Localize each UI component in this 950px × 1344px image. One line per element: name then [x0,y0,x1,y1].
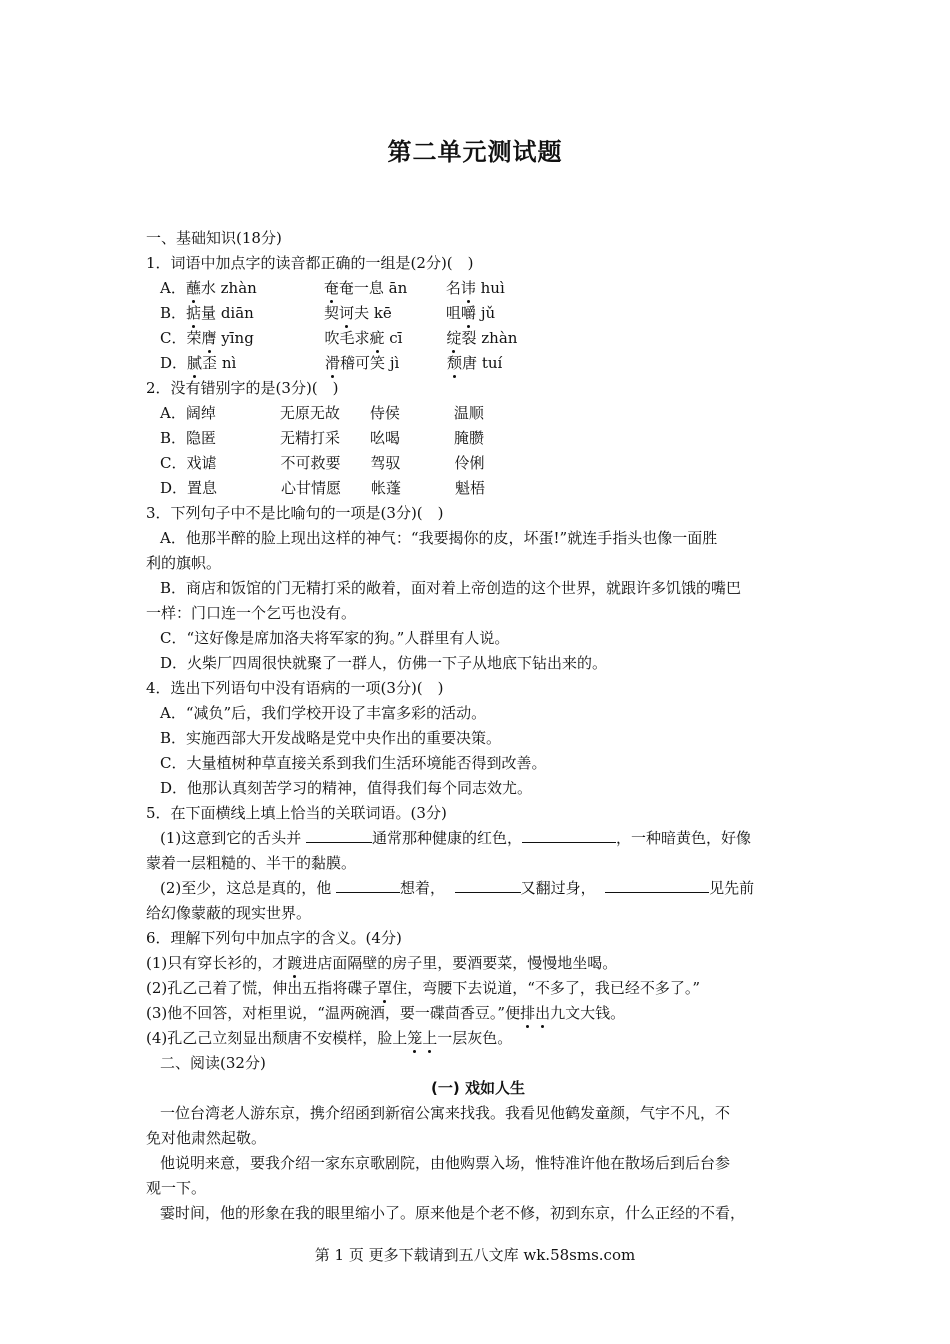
passage-paragraph-cont: 观一下。 [146,1179,207,1197]
dotted-char: 上 [422,1029,438,1047]
passage-paragraph: 霎时间，他的形象在我的眼里缩小了。原来他是个老不修，初到东京，什么正经的不看， [160,1204,746,1222]
question-4-option-d: D．他那认真刻苦学习的精神，值得我们每个同志效尤。 [160,779,533,797]
section-heading: 二、阅读(32分) [160,1054,266,1072]
question-5-sentence-2-cont: 给幻像蒙蔽的现实世界。 [146,904,312,922]
question-3-option-d: D．火柴厂四周很快就聚了一群人，仿佛一下子从地底下钻出来的。 [160,654,608,672]
dotted-char: 诃 [339,304,355,322]
question-5-sentence-2: (2)至少，这总是真的，他 想着， 又翻过身， 见先前 [146,876,810,901]
dotted-char: 颓 [447,354,463,372]
question-1-stem: 1．词语中加点字的读音都正确的一组是(2分)( ) [146,254,474,272]
dotted-char: 出 [535,1004,551,1022]
question-3-option-a-cont: 利的旗帜。 [146,554,222,572]
question-2-option: A．阔绰 无原无故 侍侯 温顺 [160,404,484,422]
question-1-option: A．蘸水 zhàn 奄奄一息 ān 名讳 huì [160,279,505,297]
question-2-stem: 2．没有错别字的是(3分)( ) [146,379,339,397]
question-5-sentence-1-cont: 蒙着一层粗糙的、半干的黏膜。 [146,854,357,872]
dotted-char: 蘸 [185,279,201,297]
section-heading: 一、基础知识(18分) [146,229,282,247]
question-5-sentence-1: (1)这意到它的舌头并 通常那种健康的红色， ，一种暗黄色，好像 [146,826,810,851]
question-2-option: C．戏谑 不可救要 驾驭 伶俐 [160,454,485,472]
page-title: 第二单元测试题 [387,138,563,166]
dotted-char: 滑 [325,354,341,372]
question-6-line-3: (3)他不回答，对柜里说，“温两碗酒，要一碟茴香豆。”便排出九文大钱。 [146,1004,626,1022]
question-4-option-c: C．大量植树种草直接关系到我们生活环境能否得到改善。 [160,754,547,772]
dotted-char: 绽 [446,329,462,347]
passage-paragraph: 一位台湾老人游东京，携介绍函到新宿公寓来找我。我看见他鹤发童颜，气宇不凡，不 [160,1104,731,1122]
passage-paragraph: 他说明来意，要我介绍一家东京歌剧院，由他购票入场，惟特准许他在散场后到后台参 [160,1154,731,1172]
question-6-stem: 6．理解下列句中加点字的含义。(4分) [146,929,402,947]
question-1-option: D．腻歪 nì 滑稽可笑 jì 颓唐 tuí [160,354,503,372]
dotted-char: 膺 [201,329,217,347]
question-2-option: D．置息 心甘情愿 帐蓬 魁梧 [160,479,486,497]
answer-blank[interactable] [605,876,709,893]
question-6-line-4: (4)孔乙己立刻显出颓唐不安模样，脸上笼上一层灰色。 [146,1029,513,1047]
question-2-option: B．隐匿 无精打采 吆喝 腌臜 [160,429,485,447]
dotted-char: 腻 [187,354,203,372]
page-footer: 第 1 页 更多下载请到五八文库 wk.58sms.com [314,1246,636,1264]
passage-paragraph-cont: 免对他肃然起敬。 [146,1129,267,1147]
dotted-char: 笼 [407,1029,423,1047]
question-4-stem: 4．选出下列语句中没有语病的一项(3分)( ) [146,679,444,697]
question-3-option-b-cont: 一样：门口连一个乞丐也没有。 [146,604,357,622]
dotted-char: 踱 [287,954,303,972]
passage-title: (一) 戏如人生 [431,1079,525,1097]
question-3-option-c: C．“这好像是席加洛夫将军家的狗。”人群里有人说。 [160,629,510,647]
question-6-line-1: (1)只有穿长衫的，才踱进店面隔壁的房子里，要酒要菜，慢慢地坐喝。 [146,954,618,972]
dotted-char: 排 [520,1004,536,1022]
question-3-option-a: A．他那半醉的脸上现出这样的神气：“我要揭你的皮，坏蛋!”就连手指头也像一面胜 [160,529,718,547]
dotted-char: 疵 [369,329,385,347]
document-body [146,226,810,1226]
question-4-option-a: A．“减负”后，我们学校开设了丰富多彩的活动。 [160,704,487,722]
question-1-option: C．荣膺 yīng 吹毛求疵 cī 绽裂 zhàn [160,329,518,347]
dotted-char: 罩 [377,979,393,997]
answer-blank[interactable] [306,826,372,843]
dotted-char: 嚼 [461,304,477,322]
answer-blank[interactable] [455,876,521,893]
question-1-option: B．掂量 diān 契诃夫 kē 咀嚼 jǔ [160,304,496,322]
answer-blank[interactable] [522,826,616,843]
question-3-stem: 3．下列句子中不是比喻句的一项是(3分)( ) [146,504,444,522]
dotted-char: 奄 [323,279,339,297]
answer-blank[interactable] [336,876,400,893]
question-1-options [146,276,810,376]
question-6-line-2: (2)孔乙己着了慌，伸出五指将碟子罩住，弯腰下去说道，“不多了，我已经不多了。” [146,979,701,997]
question-3-option-b: B．商店和饭馆的门无精打采的敞着，面对着上帝创造的这个世界，就跟许多饥饿的嘴巴 [160,579,742,597]
dotted-char: 掂 [186,304,202,322]
question-5-stem: 5．在下面横线上填上恰当的关联词语。(3分) [146,804,447,822]
dotted-char: 讳 [460,279,476,297]
question-4-option-b: B．实施西部大开发战略是党中央作出的重要决策。 [160,729,502,747]
